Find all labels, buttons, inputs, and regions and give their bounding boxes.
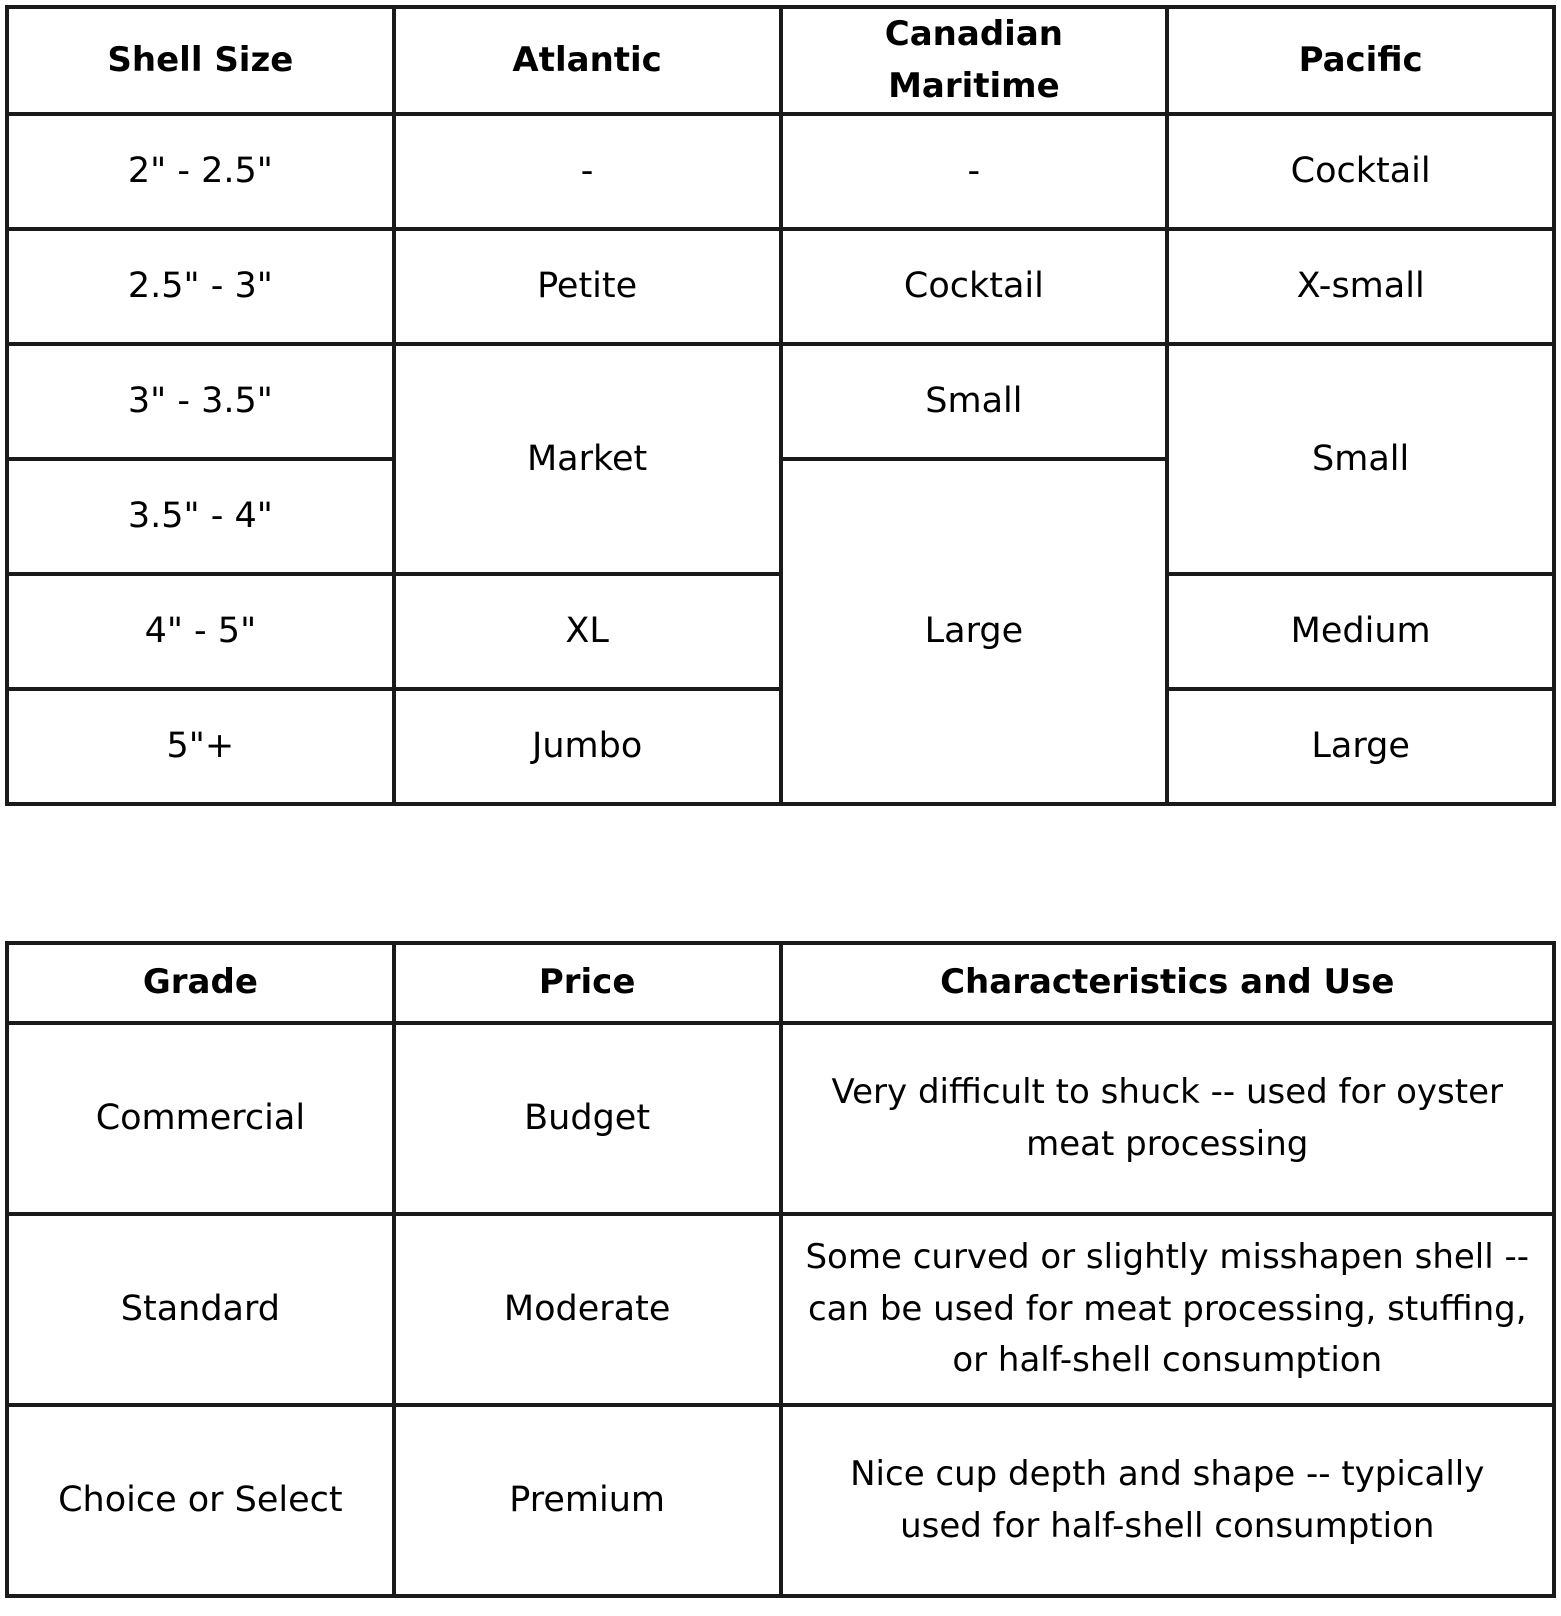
table-row: [7, 1023, 1554, 1214]
atlantic-cell: Jumbo: [394, 689, 781, 804]
shell-size-cell: 3.5" - 4": [7, 459, 394, 574]
grade-cell: Standard: [7, 1214, 394, 1405]
price-cell: Premium: [394, 1405, 781, 1596]
atlantic-cell: Market: [394, 344, 781, 574]
header-pacific: Pacific: [1167, 7, 1554, 114]
pacific-cell: Large: [1167, 689, 1554, 804]
characteristics-cell: Some curved or slightly misshapen shell -- can be used for meat processing, stuffing, or half-shell consumption: [781, 1214, 1555, 1405]
canadian-maritime-cell: Large: [781, 459, 1168, 804]
header-shell-size: Shell Size: [7, 7, 394, 114]
table-header-row: [7, 7, 1554, 114]
pacific-cell: X-small: [1167, 229, 1554, 344]
table-row: [7, 229, 1554, 344]
atlantic-cell: Petite: [394, 229, 781, 344]
grade-cell: Choice or Select: [7, 1405, 394, 1596]
shell-size-cell: 3" - 3.5": [7, 344, 394, 459]
table-row: [7, 1214, 1554, 1405]
price-cell: Budget: [394, 1023, 781, 1214]
shell-size-cell: 4" - 5": [7, 574, 394, 689]
table-header-row: [7, 943, 1554, 1023]
header-atlantic: Atlantic: [394, 7, 781, 114]
shell-size-cell: 2" - 2.5": [7, 114, 394, 229]
header-price: Price: [394, 943, 781, 1023]
grade-cell: Commercial: [7, 1023, 394, 1214]
atlantic-cell: XL: [394, 574, 781, 689]
shell-size-table: [5, 5, 1556, 806]
pacific-cell: Small: [1167, 344, 1554, 574]
canadian-maritime-cell: -: [781, 114, 1168, 229]
canadian-maritime-cell: Small: [781, 344, 1168, 459]
table-row: [7, 1405, 1554, 1596]
table-row: [7, 344, 1554, 459]
pacific-cell: Cocktail: [1167, 114, 1554, 229]
table-row: [7, 114, 1554, 229]
price-cell: Moderate: [394, 1214, 781, 1405]
canadian-maritime-cell: Cocktail: [781, 229, 1168, 344]
pacific-cell: Medium: [1167, 574, 1554, 689]
header-characteristics: Characteristics and Use: [781, 943, 1555, 1023]
atlantic-cell: -: [394, 114, 781, 229]
shell-size-cell: 2.5" - 3": [7, 229, 394, 344]
oyster-grade-table: [5, 941, 1556, 1598]
header-grade: Grade: [7, 943, 394, 1023]
header-canadian-maritime: Canadian Maritime: [781, 7, 1168, 114]
characteristics-cell: Nice cup depth and shape -- typically used for half-shell consumption: [781, 1405, 1555, 1596]
shell-size-cell: 5"+: [7, 689, 394, 804]
characteristics-cell: Very difficult to shuck -- used for oyster meat processing: [781, 1023, 1555, 1214]
